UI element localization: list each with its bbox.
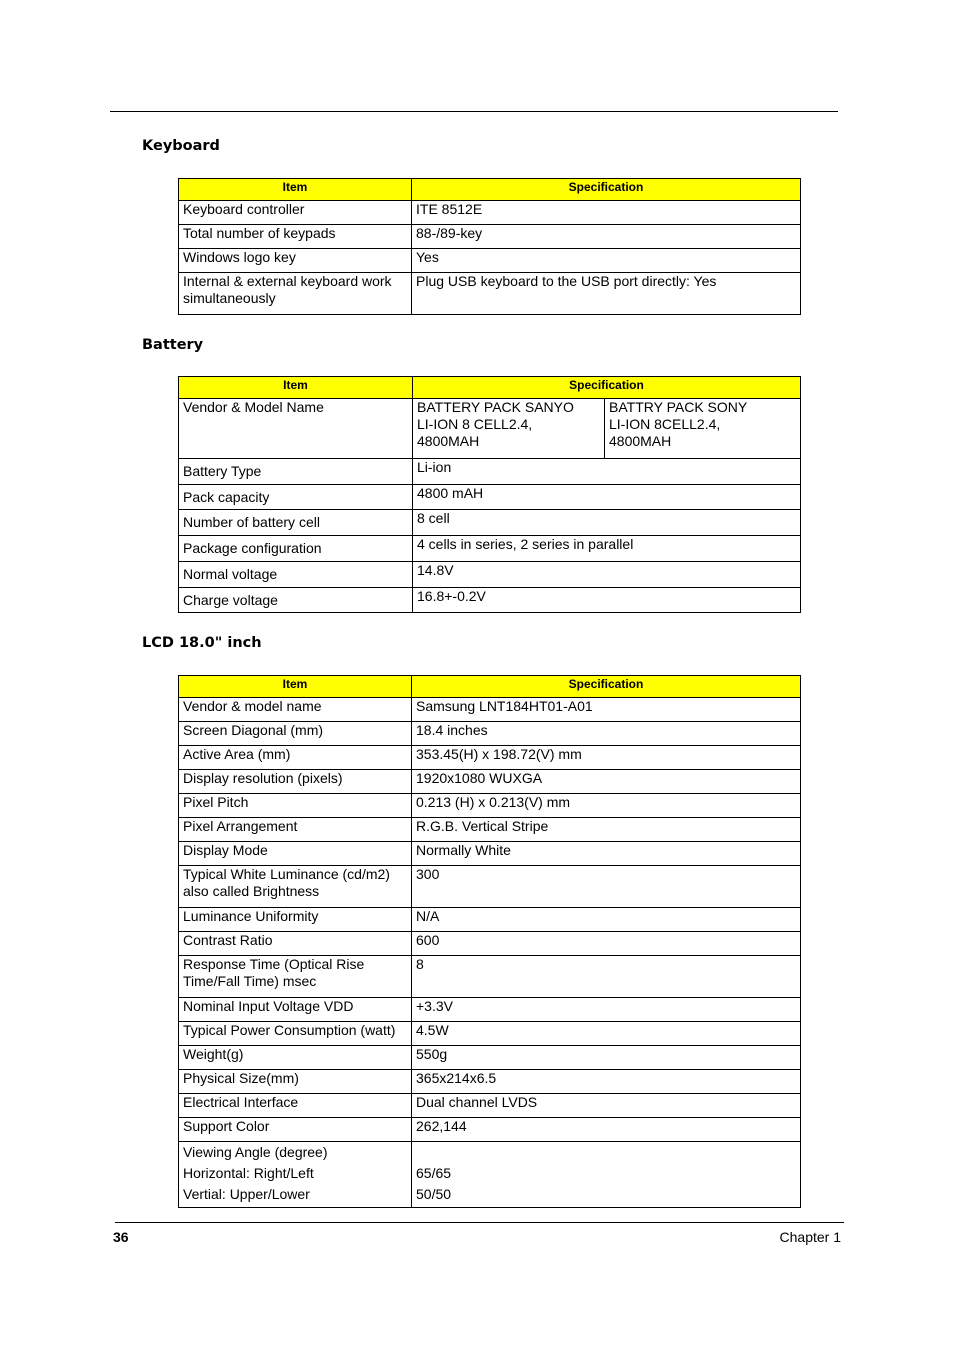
spec-cell: Normally White	[412, 842, 801, 866]
table-row	[179, 273, 801, 315]
item-cell: Support Color	[179, 1118, 412, 1142]
item-cell: Display resolution (pixels)	[179, 770, 412, 794]
item-cell: Response Time (Optical Rise Time/Fall Time) msec	[179, 956, 412, 998]
table-row	[179, 770, 801, 794]
table-row	[179, 866, 801, 908]
item-cell: Typical Power Consumption (watt)	[179, 1022, 412, 1046]
table-row	[179, 562, 801, 588]
table-row	[179, 249, 801, 273]
table-row	[179, 998, 801, 1022]
spec-cell: 18.4 inches	[412, 722, 801, 746]
spec-cell: 8	[412, 956, 801, 998]
item-cell: Battery Type	[179, 459, 413, 485]
lcd-heading: LCD 18.0" inch	[142, 635, 262, 651]
spec-cell: 300	[412, 866, 801, 908]
spec-cell: 8 cell	[413, 510, 801, 536]
item-cell: Screen Diagonal (mm)	[179, 722, 412, 746]
table-row	[179, 459, 801, 485]
item-cell: Pixel Arrangement	[179, 818, 412, 842]
column-header-specification: Specification	[412, 676, 801, 698]
table-row	[179, 842, 801, 866]
table-row	[179, 908, 801, 932]
item-cell: Charge voltage	[179, 588, 413, 613]
table-row	[179, 485, 801, 510]
column-header-item: Item	[179, 179, 412, 201]
table-row	[179, 225, 801, 249]
column-header-item: Item	[179, 377, 413, 399]
spec-cell-sanyo: BATTERY PACK SANYO LI-ION 8 CELL2.4, 4800MAH	[413, 399, 605, 459]
table-row	[179, 1046, 801, 1070]
spec-cell: 14.8V	[413, 562, 801, 588]
table-row	[179, 956, 801, 998]
item-cell: Package configuration	[179, 536, 413, 562]
spec-cell: 4 cells in series, 2 series in parallel	[413, 536, 801, 562]
spec-cell: Samsung LNT184HT01-A01	[412, 698, 801, 722]
spec-cell: Plug USB keyboard to the USB port directly: Yes	[412, 273, 801, 315]
battery-table	[178, 376, 801, 613]
item-cell: Number of battery cell	[179, 510, 413, 536]
spec-cell: Li-ion	[413, 459, 801, 485]
item-cell: Total number of keypads	[179, 225, 412, 249]
chapter-label: Chapter 1	[779, 1229, 841, 1245]
footer-rule	[115, 1222, 844, 1223]
spec-cell: 262,144	[412, 1118, 801, 1142]
table-row	[179, 746, 801, 770]
spec-cell: R.G.B. Vertical Stripe	[412, 818, 801, 842]
item-cell: Physical Size(mm)	[179, 1070, 412, 1094]
table-row	[179, 588, 801, 613]
table-row	[179, 1118, 801, 1142]
item-cell: Weight(g)	[179, 1046, 412, 1070]
spec-cell: 16.8+-0.2V	[413, 588, 801, 613]
item-cell: Electrical Interface	[179, 1094, 412, 1118]
item-cell: Internal & external keyboard work simultaneously	[179, 273, 412, 315]
column-header-item: Item	[179, 676, 412, 698]
spec-cell: 1920x1080 WUXGA	[412, 770, 801, 794]
item-cell: Normal voltage	[179, 562, 413, 588]
table-row	[179, 1094, 801, 1118]
spec-cell: 4.5W	[412, 1022, 801, 1046]
item-cell: Pack capacity	[179, 485, 413, 510]
spec-cell: N/A	[412, 908, 801, 932]
page-number: 36	[113, 1229, 129, 1245]
keyboard-heading: Keyboard	[142, 138, 220, 154]
item-cell: Viewing Angle (degree) Horizontal: Right/Left Vertial: Upper/Lower	[179, 1142, 412, 1208]
spec-cell-sony: BATTRY PACK SONY LI-ION 8CELL2.4, 4800MAH	[605, 399, 801, 459]
lcd-table	[178, 675, 801, 1208]
item-cell: Contrast Ratio	[179, 932, 412, 956]
spec-cell: 4800 mAH	[413, 485, 801, 510]
table-row	[179, 722, 801, 746]
column-header-specification: Specification	[413, 377, 801, 399]
spec-cell: Yes	[412, 249, 801, 273]
item-cell: Pixel Pitch	[179, 794, 412, 818]
battery-heading: Battery	[142, 337, 204, 353]
item-cell: Keyboard controller	[179, 201, 412, 225]
item-cell: Vendor & Model Name	[179, 399, 413, 459]
table-row	[179, 510, 801, 536]
spec-cell: 365x214x6.5	[412, 1070, 801, 1094]
keyboard-table	[178, 178, 801, 315]
table-row	[179, 818, 801, 842]
table-row	[179, 1022, 801, 1046]
table-row	[179, 932, 801, 956]
table-row	[179, 1070, 801, 1094]
spec-cell: Dual channel LVDS	[412, 1094, 801, 1118]
spec-cell: ITE 8512E	[412, 201, 801, 225]
spec-cell: 88-/89-key	[412, 225, 801, 249]
item-cell: Active Area (mm)	[179, 746, 412, 770]
item-cell: Luminance Uniformity	[179, 908, 412, 932]
table-row	[179, 399, 801, 459]
spec-cell: 0.213 (H) x 0.213(V) mm	[412, 794, 801, 818]
spec-cell: 600	[412, 932, 801, 956]
table-row	[179, 794, 801, 818]
header-rule	[110, 111, 838, 112]
table-row	[179, 1142, 801, 1208]
item-cell: Nominal Input Voltage VDD	[179, 998, 412, 1022]
spec-cell: 353.45(H) x 198.72(V) mm	[412, 746, 801, 770]
table-row	[179, 536, 801, 562]
spec-cell: 65/65 50/50	[412, 1142, 801, 1208]
item-cell: Typical White Luminance (cd/m2) also called Brightness	[179, 866, 412, 908]
item-cell: Display Mode	[179, 842, 412, 866]
spec-cell: +3.3V	[412, 998, 801, 1022]
column-header-specification: Specification	[412, 179, 801, 201]
item-cell: Windows logo key	[179, 249, 412, 273]
table-row	[179, 201, 801, 225]
spec-cell: 550g	[412, 1046, 801, 1070]
item-cell: Vendor & model name	[179, 698, 412, 722]
table-row	[179, 698, 801, 722]
